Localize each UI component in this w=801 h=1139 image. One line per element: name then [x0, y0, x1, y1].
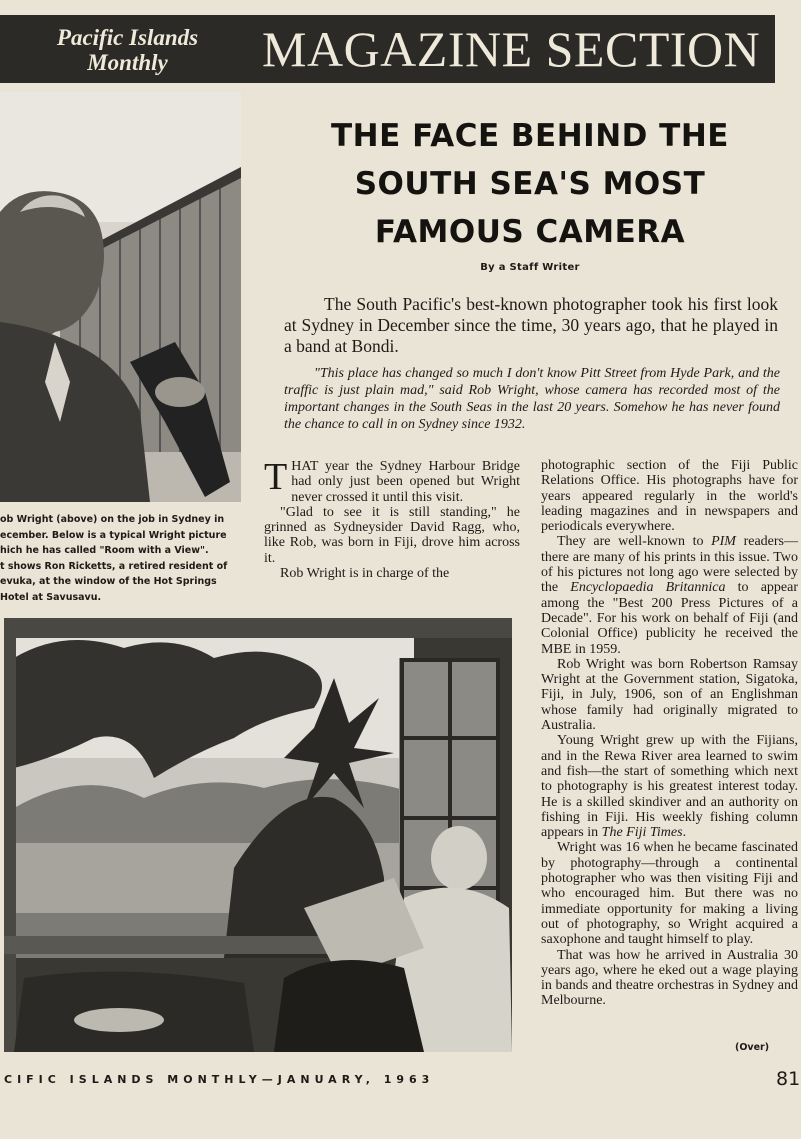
paragraph: [541, 733, 798, 840]
headline-line: SOUTH SEA'S MOST: [354, 166, 706, 202]
article-column-2: [541, 458, 798, 1009]
paragraph: [541, 534, 798, 656]
headline-line: FAMOUS CAMERA: [374, 214, 686, 250]
paragraph: Wright was 16 when he became fascinated by photography—through a continental photographer who was then visiting Fiji and who encouraged him. But there was no immediate opportunity for making a living out of photography, so Wright acquired a saxophone and taught himself to play.: [541, 840, 798, 948]
page-number: 81: [776, 1068, 801, 1090]
masthead-line2: Monthly: [87, 50, 168, 75]
publication-name: The Fiji Times: [601, 825, 683, 841]
text-run: .: [682, 825, 687, 841]
photo-caption: ob Wright (above) on the job in Sydney in ecember. Below is a typical Wright picture hich he has called "Room with a View". t shows Ron Ricketts, a retired resident of evuka, at the window of the Hot Springs Hotel at Savusavu.: [0, 514, 228, 603]
headline-line: THE FACE BEHIND THE: [331, 118, 729, 154]
text-run: Young Wright grew up with the Fijians, and in the Rewa River area learned to swim and fish—the start of something which next to photography is his greatest interest today. He is a skilled skindiver and an authority on fishing in Fiji. His weekly fishing column appears in: [541, 733, 798, 841]
photo-rob-wright: [0, 92, 241, 502]
masthead-line1: Pacific Islands: [56, 25, 199, 50]
byline: By a Staff Writer: [480, 262, 580, 273]
continued-marker: (Over): [735, 1042, 770, 1053]
masthead-banner: [0, 15, 775, 83]
publication-name: PIM: [711, 534, 736, 550]
paragraph: "Glad to see it is still standing," he grinned as Sydneysider David Ragg, who, like Rob, was born in Fiji, drove him across it.: [264, 504, 520, 566]
text-run: They are well-known to: [557, 534, 712, 550]
section-title: MAGAZINE SECTION: [262, 21, 761, 77]
article-column-1: [264, 456, 520, 582]
paragraph: That was how he arrived in Australia 30 years ago, where he eked out a wage playing in bands and theatre orchestras in Sydney and Melbourne.: [541, 947, 798, 1009]
paragraph: [264, 456, 520, 505]
publication-masthead: [20, 25, 235, 75]
publication-name: Encyclopaedia Britannica: [570, 580, 726, 596]
article-pull-quote: "This place has changed so much I don't know Pitt Street from Hyde Park, and the traffic is just plain mad," said Rob Wright, whose camera has recorded most of the important changes in the South Seas in the last 20 years. Somehow he has never found the chance to call in on Sydney since 1932.: [284, 366, 780, 432]
paragraph: Rob Wright was born Robertson Ramsay Wright at the Government station, Sigatoka, Fiji, in July, 1906, son of an Englishman whose family had originally migrated to Australia.: [541, 656, 798, 734]
photo-room-with-a-view: [4, 618, 512, 1052]
paragraph: Rob Wright is in charge of the: [280, 566, 450, 582]
text-run: readers—there are many of his prints in this issue. Two of his pictures not long ago were selected by the: [541, 534, 798, 596]
text-run: to appear among the "Best 200 Press Pictures of a Decade". For his work on behalf of Fiji (and Colonial Office) publicity he received the MBE in 1959.: [541, 580, 798, 657]
article-intro: The South Pacific's best-known photographer took his first look at Sydney in December since the time, 30 years ago, that he played in a band at Bondi.: [284, 294, 778, 356]
running-footer: CIFIC ISLANDS MONTHLY—JANUARY, 1963: [4, 1073, 435, 1086]
paragraph: photographic section of the Fiji Public Relations Office. His photographs have for years appeared regularly in the world's leading magazines and in newspapers and periodicals everywhere.: [541, 458, 798, 535]
article-headline: [300, 112, 760, 256]
drop-cap: T: [264, 456, 288, 498]
paragraph-text: HAT year the Sydney Harbour Bridge had only just been opened but Wright never crossed it until this visit.: [291, 459, 520, 505]
